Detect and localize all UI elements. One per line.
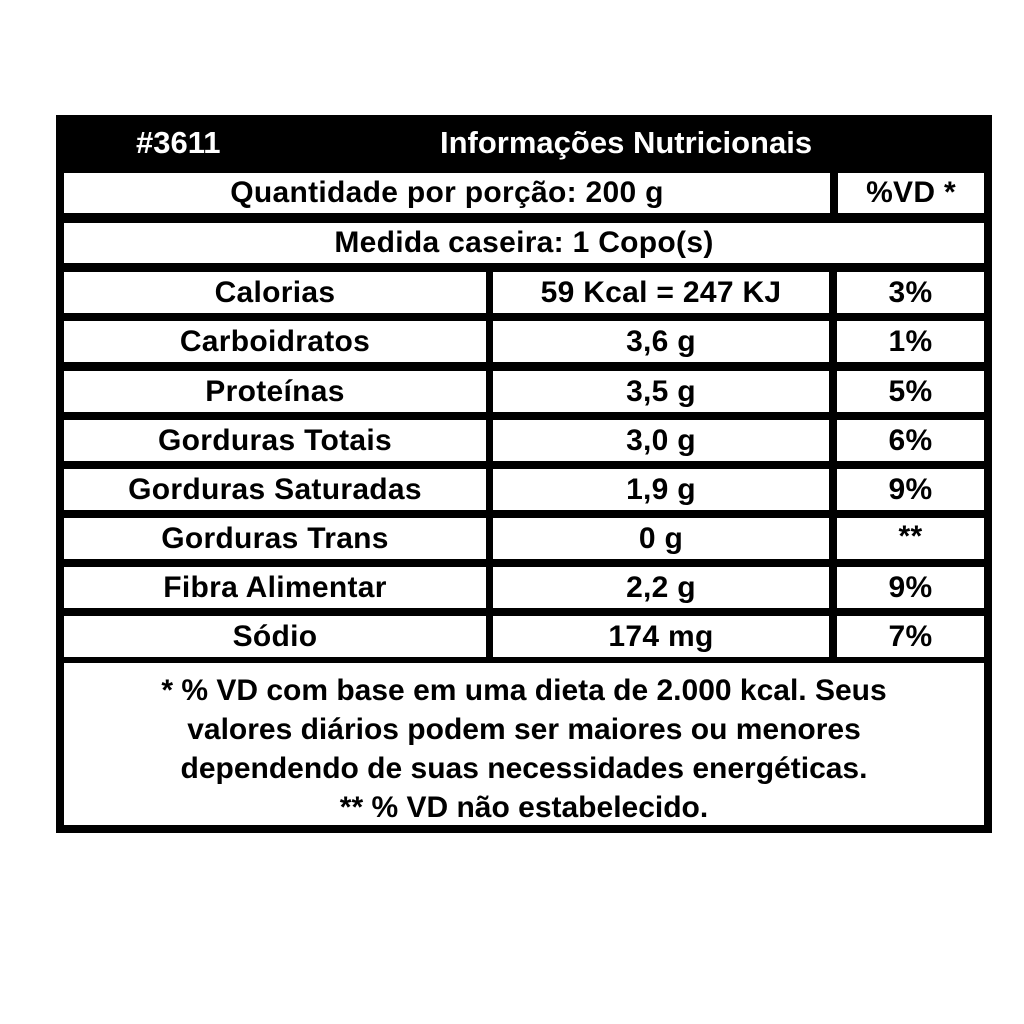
household-measure-cell xyxy=(64,223,984,263)
vd-header-text: %VD * xyxy=(866,176,956,209)
nutrient-name-cell xyxy=(64,567,486,608)
nutrient-name-cell xyxy=(64,616,486,657)
serving-size-cell xyxy=(64,173,830,213)
nutrient-amount: 59 Kcal = 247 KJ xyxy=(540,275,782,309)
product-code: #3611 xyxy=(136,125,221,160)
nutrient-amount-cell xyxy=(493,518,829,559)
nutrition-facts-label xyxy=(56,115,992,833)
nutrient-vd: 9% xyxy=(888,472,933,506)
nutrient-name: Gorduras Saturadas xyxy=(128,472,422,506)
nutrient-name: Gorduras Trans xyxy=(161,521,389,555)
label-header xyxy=(56,115,992,173)
footnote xyxy=(64,663,984,825)
nutrient-name: Fibra Alimentar xyxy=(163,570,387,604)
nutrient-amount-cell xyxy=(493,469,829,510)
nutrient-amount: 3,5 g xyxy=(626,374,696,408)
nutrient-vd-cell xyxy=(837,321,984,362)
nutrient-name-cell xyxy=(64,469,486,510)
nutrient-amount: 1,9 g xyxy=(626,472,696,506)
nutrient-amount: 2,2 g xyxy=(626,570,696,604)
nutrient-vd-cell xyxy=(837,420,984,461)
household-measure-text: Medida caseira: 1 Copo(s) xyxy=(334,226,714,259)
nutrient-vd-cell xyxy=(837,616,984,657)
footnote-line: * % VD com base em uma dieta de 2.000 kcal. Seus xyxy=(161,674,887,707)
nutrient-vd-cell xyxy=(837,518,984,559)
nutrient-name: Calorias xyxy=(214,275,336,309)
nutrient-name: Proteínas xyxy=(205,374,345,408)
nutrient-amount-cell xyxy=(493,420,829,461)
nutrient-vd-cell xyxy=(837,567,984,608)
nutrient-vd-cell xyxy=(837,272,984,313)
nutrient-vd: 1% xyxy=(888,324,933,358)
nutrient-amount-cell xyxy=(493,616,829,657)
nutrient-vd-cell xyxy=(837,371,984,412)
nutrient-amount-cell xyxy=(493,272,829,313)
footnote-line: dependendo de suas necessidades energéticas. xyxy=(180,752,868,785)
nutrient-name-cell xyxy=(64,321,486,362)
nutrient-vd-cell xyxy=(837,469,984,510)
nutrient-vd: 5% xyxy=(888,374,933,408)
serving-size-text: Quantidade por porção: 200 g xyxy=(230,176,664,209)
nutrient-name: Gorduras Totais xyxy=(158,423,392,457)
label-title: Informações Nutricionais xyxy=(440,125,813,160)
nutrient-vd: 3% xyxy=(888,275,933,309)
nutrient-name-cell xyxy=(64,272,486,313)
nutrient-amount: 174 mg xyxy=(608,619,714,653)
vd-header-cell xyxy=(838,173,984,213)
nutrient-amount-cell xyxy=(493,321,829,362)
nutrient-vd: 7% xyxy=(888,619,933,653)
nutrient-name-cell xyxy=(64,420,486,461)
nutrient-vd: ** xyxy=(898,520,923,553)
nutrient-name: Sódio xyxy=(232,619,318,653)
nutrient-vd: 9% xyxy=(888,570,933,604)
nutrient-amount: 3,0 g xyxy=(626,423,696,457)
nutrient-amount-cell xyxy=(493,567,829,608)
nutrient-amount: 0 g xyxy=(638,521,684,555)
nutrient-name-cell xyxy=(64,371,486,412)
nutrient-name-cell xyxy=(64,518,486,559)
footnote-line: valores diários podem ser maiores ou menores xyxy=(187,713,861,746)
nutrient-amount: 3,6 g xyxy=(626,324,696,358)
nutrient-vd: 6% xyxy=(888,423,933,457)
nutrient-name: Carboidratos xyxy=(179,324,371,358)
nutrient-amount-cell xyxy=(493,371,829,412)
footnote-line: ** % VD não estabelecido. xyxy=(339,791,709,824)
